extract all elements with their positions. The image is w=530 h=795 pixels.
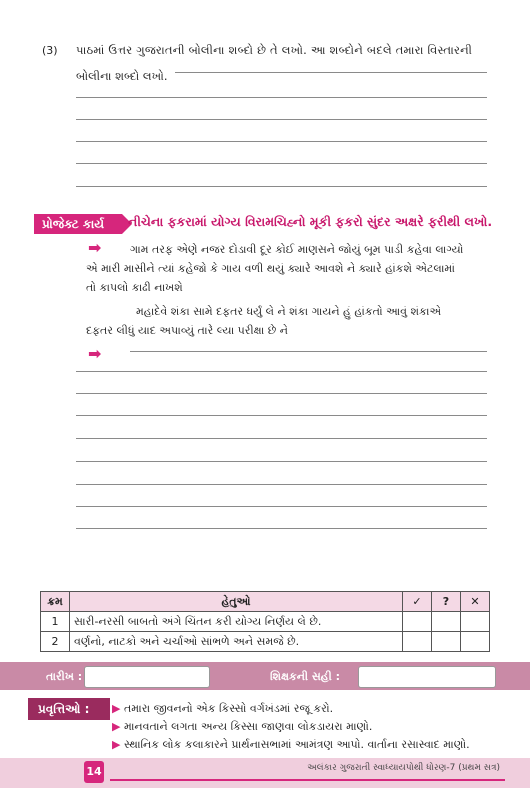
answer-line[interactable] <box>76 438 487 439</box>
paragraph-line: મહાદેવે શંકા સામે દફતર ધર્યું લે ને શંકા ગાયને હું હાંકતો આવું શંકાએ <box>136 305 442 318</box>
activity-item <box>112 702 333 716</box>
question-cell[interactable] <box>432 632 461 652</box>
answer-line[interactable] <box>76 393 487 394</box>
paragraph-line: તો કાપલો કાઢી નાખશે <box>86 281 183 294</box>
answer-line[interactable] <box>76 506 487 507</box>
page-number: 14 <box>84 761 104 783</box>
date-field[interactable] <box>84 666 210 688</box>
answer-line[interactable] <box>76 97 487 98</box>
question-number: (3) <box>42 44 58 57</box>
paragraph-line: દફતર લીધું યાદ અપાવ્યું તારે લ્યા પરીક્ષા છે ને <box>86 324 288 337</box>
bullet-icon: ▶ <box>112 702 124 715</box>
table-header-row <box>41 592 490 612</box>
evaluation-table <box>40 591 490 652</box>
project-tag: પ્રોજેક્ટ કાર્ય <box>34 214 122 234</box>
activities-tag: પ્રવૃત્તિઓ : <box>28 698 110 720</box>
activity-text: તમારા જીવનનો એક કિસ્સો વર્ગખંડમાં રજૂ કરો. <box>123 702 334 715</box>
check-column-header: ✓ <box>403 592 432 612</box>
book-title: અલંકાર ગુજરાતી સ્વાધ્યાયપોથી ધોરણ-7 (પ્રથમ સત્ર) <box>307 763 500 773</box>
cross-cell[interactable] <box>461 632 490 652</box>
arrow-icon: ➡ <box>88 344 102 363</box>
project-heading: નીચેના ફકરામાં યોગ્ય વિરામચિહ્નો મૂકી ફકરો સુંદર અક્ષરે ફરીથી લખો. <box>128 214 493 229</box>
activity-text: સ્થાનિક લોક કલાકારને પ્રાર્થનાસભામાં આમંત્રણ આપો. વાર્તાના રસાસ્વાદ માણો. <box>123 738 470 751</box>
paragraph-line: એ મારી માસીને ત્યાં કહેજો કે ગાય વળી થયું ક્યારે આવશે ને ક્યારે હાંકશે એટલામાં <box>86 262 455 275</box>
activity-text: માનવતાને લગતા અન્ય કિસ્સા જાણવા લોકડાયરા માણો. <box>123 720 373 733</box>
check-cell[interactable] <box>403 632 432 652</box>
answer-line[interactable] <box>76 528 487 529</box>
answer-line[interactable] <box>76 186 487 187</box>
column-header: હેતુઓ <box>70 592 403 612</box>
activity-item <box>112 720 372 734</box>
answer-line[interactable] <box>76 415 487 416</box>
check-cell[interactable] <box>403 612 432 632</box>
date-label: તારીખ : <box>46 670 83 683</box>
question-text: પાઠમાં ઉત્તર ગુજરાતની બોલીના શબ્દો છે તે લખો. આ શબ્દોને બદલે તમારા વિસ્તારની <box>76 43 473 57</box>
answer-line[interactable] <box>175 72 487 73</box>
question-text-cont: બોલીના શબ્દો લખો. <box>76 69 168 83</box>
row-text: સારી-નરસી બાબતો અંગે ચિંતન કરી યોગ્ય નિર્ણય લે છે. <box>70 612 403 632</box>
activity-item <box>112 738 470 752</box>
bullet-icon: ▶ <box>112 738 124 751</box>
answer-line[interactable] <box>76 119 487 120</box>
table-row <box>41 632 490 652</box>
arrow-icon: ➡ <box>88 238 102 257</box>
answer-line[interactable] <box>76 163 487 164</box>
answer-line[interactable] <box>76 484 487 485</box>
bullet-icon: ▶ <box>112 720 124 733</box>
question-column-header: ? <box>432 592 461 612</box>
table-row <box>41 612 490 632</box>
footer-divider <box>110 779 505 781</box>
teacher-signature-field[interactable] <box>358 666 496 688</box>
answer-line[interactable] <box>130 351 487 352</box>
answer-line[interactable] <box>76 141 487 142</box>
row-number: 1 <box>41 612 70 632</box>
row-number: 2 <box>41 632 70 652</box>
column-header: ક્રમ <box>41 592 70 612</box>
row-text: વર્ણનો, નાટકો અને ચર્ચાઓ સાંભળે અને સમજે છે. <box>70 632 403 652</box>
cross-column-header: ✕ <box>461 592 490 612</box>
question-cell[interactable] <box>432 612 461 632</box>
answer-line[interactable] <box>76 371 487 372</box>
paragraph-line: ગામ તરફ એણે નજર દોડાવી દૂર કોઈ માણસને જોયું બૂમ પાડી કહેવા લાગ્યો <box>130 243 464 256</box>
cross-cell[interactable] <box>461 612 490 632</box>
answer-line[interactable] <box>76 461 487 462</box>
teacher-signature-label: શિક્ષકની સહી : <box>270 670 340 683</box>
